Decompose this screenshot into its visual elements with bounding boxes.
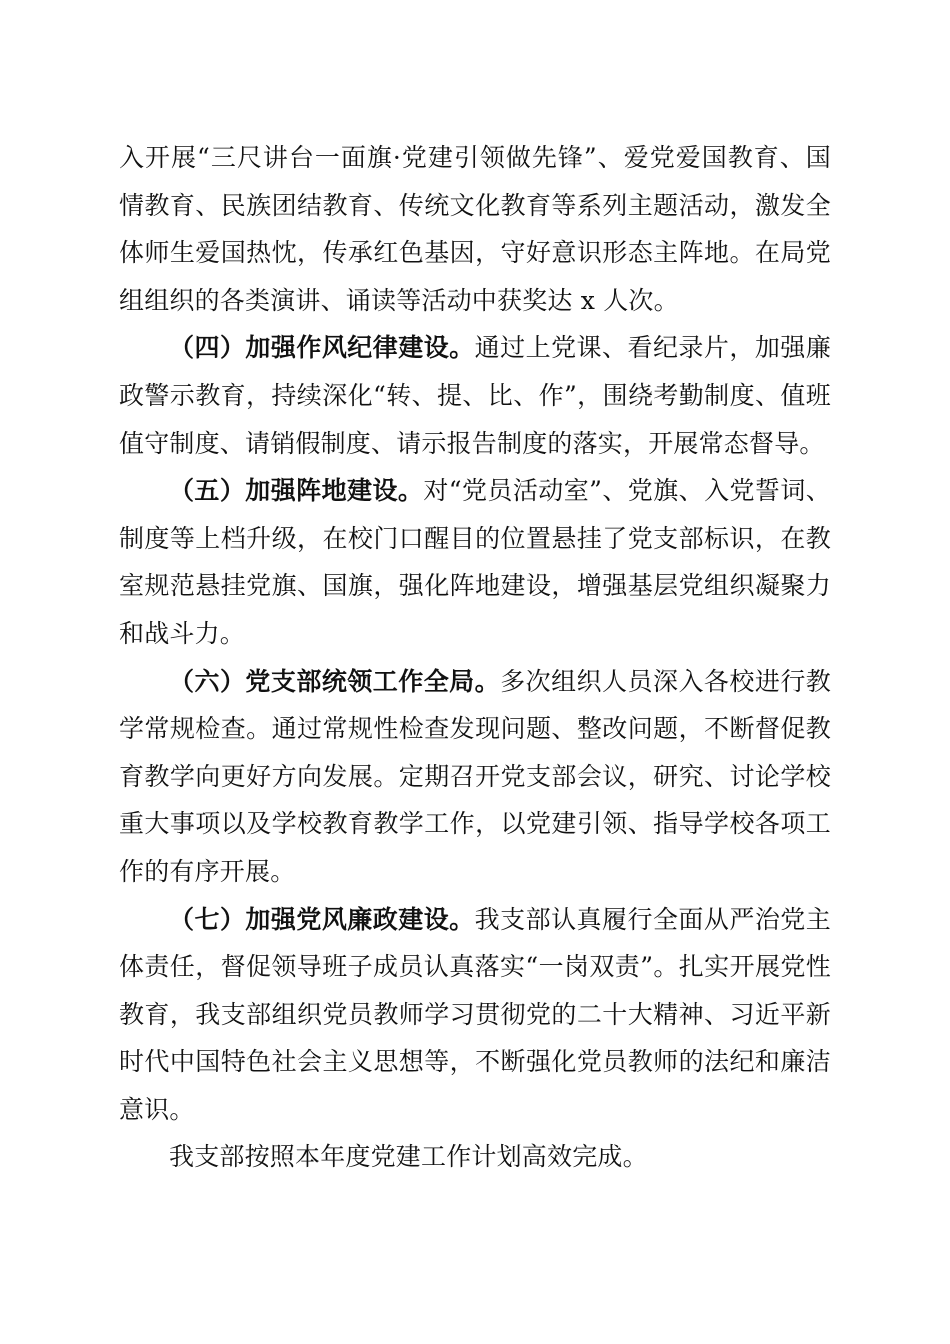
section-heading: （五）加强阵地建设。	[169, 476, 424, 506]
document-body	[119, 134, 831, 1181]
paragraph-section-4	[119, 324, 831, 467]
paragraph-conclusion	[119, 1133, 831, 1181]
paragraph-section-5	[119, 467, 831, 657]
section-heading: （七）加强党风廉政建设。	[169, 904, 475, 934]
section-heading: （四）加强作风纪律建设。	[169, 333, 475, 363]
paragraph-section-7	[119, 896, 831, 1134]
paragraph-continued-activities	[119, 134, 831, 324]
paragraph-body: 通过上党课、看纪录片，加强廉政警示教育，持续深化“转、提、比、作”，围绕考勤制度、值班值守制度、请销假制度、请示报告制度的落实，开展常态督导。	[119, 333, 831, 458]
section-heading: （六）党支部统领工作全局。	[169, 666, 501, 696]
paragraph-body: 入开展“三尺讲台一面旗·党建引领做先锋”、爱党爱国教育、国情教育、民族团结教育、传统文化教育等系列主题活动，激发全体师生爱国热忱，传承红色基因，守好意识形态主阵地。在局党组组织的各类演讲、诵读等活动中获奖达 x 人次。	[119, 143, 831, 315]
paragraph-body: 多次组织人员深入各校进行教学常规检查。通过常规性检查发现问题、整改问题，不断督促教育教学向更好方向发展。定期召开党支部会议，研究、讨论学校重大事项以及学校教育教学工作，以党建引领、指导学校各项工作的有序开展。	[119, 666, 831, 886]
paragraph-body: 我支部按照本年度党建工作计划高效完成。	[169, 1142, 648, 1172]
paragraph-section-6	[119, 658, 831, 896]
paragraph-body: 对“党员活动室”、党旗、入党誓词、制度等上档升级，在校门口醒目的位置悬挂了党支部标识，在教室规范悬挂党旗、国旗，强化阵地建设，增强基层党组织凝聚力和战斗力。	[119, 476, 831, 648]
paragraph-body: 我支部认真履行全面从严治党主体责任，督促领导班子成员认真落实“一岗双责”。扎实开展党性教育，我支部组织党员教师学习贯彻党的二十大精神、习近平新时代中国特色社会主义思想等，不断强化党员教师的法纪和廉洁意识。	[119, 904, 831, 1124]
